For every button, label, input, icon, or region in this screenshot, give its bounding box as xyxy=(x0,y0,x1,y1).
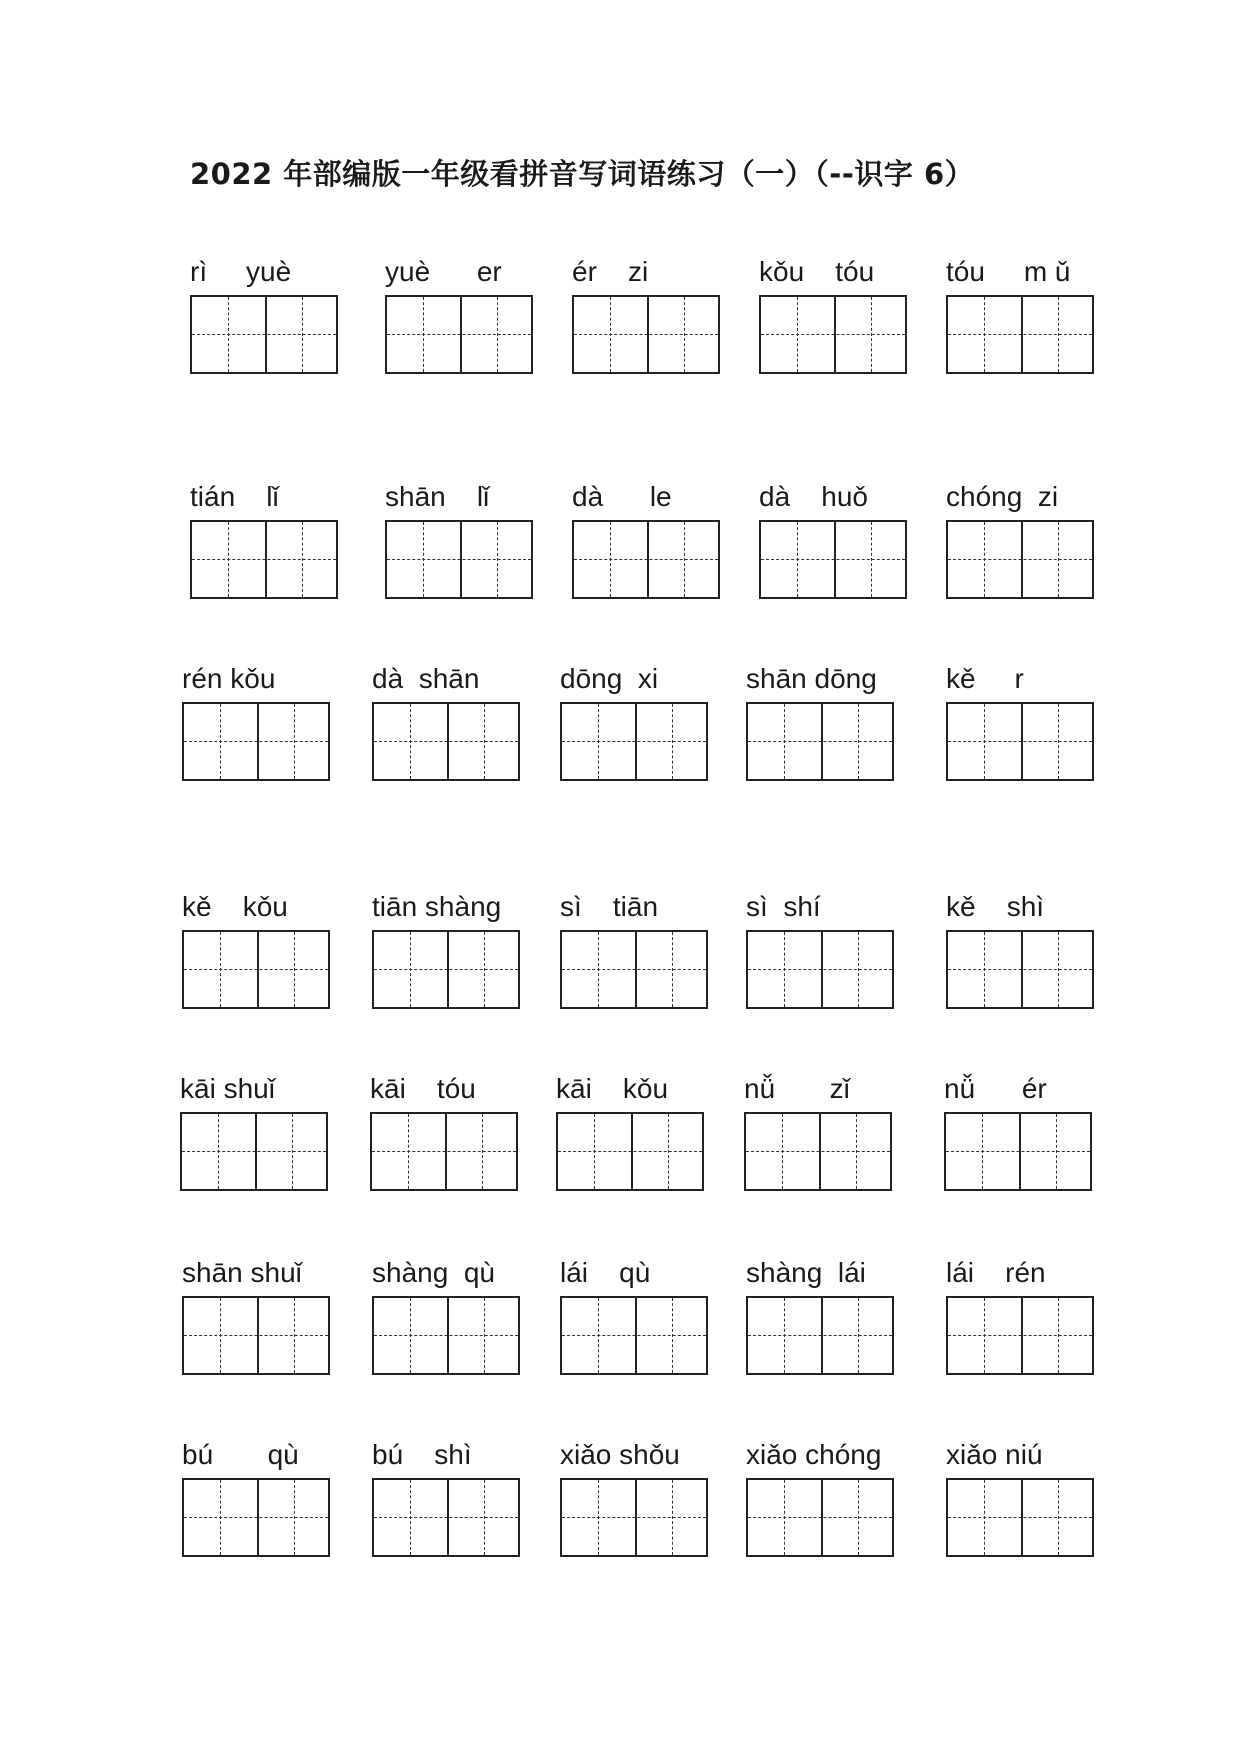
grid-guide-line xyxy=(408,1114,409,1189)
pinyin-label: tián lǐ xyxy=(190,481,279,512)
word-exercise xyxy=(190,255,340,375)
grid-guide-line xyxy=(484,704,485,779)
word-exercise xyxy=(372,662,522,782)
exercise-row xyxy=(0,662,1241,782)
grid-guide-line xyxy=(387,559,531,560)
exercise-row xyxy=(0,480,1241,600)
word-exercise xyxy=(746,1438,896,1558)
writing-grid[interactable] xyxy=(759,520,907,599)
grid-guide-line xyxy=(748,969,892,970)
pinyin-label: kě r xyxy=(946,663,1024,694)
word-exercise xyxy=(560,890,710,1010)
grid-guide-line xyxy=(858,1480,859,1555)
word-exercise xyxy=(182,1438,332,1558)
grid-guide-line xyxy=(374,1517,518,1518)
pinyin-label: chóng zi xyxy=(946,481,1059,512)
grid-guide-line xyxy=(668,1114,669,1189)
grid-guide-line xyxy=(672,704,673,779)
writing-grid[interactable] xyxy=(182,930,330,1009)
writing-grid[interactable] xyxy=(946,702,1094,781)
grid-guide-line xyxy=(871,522,872,597)
pinyin-label: sì tiān xyxy=(560,891,659,922)
word-exercise xyxy=(182,890,332,1010)
pinyin-label: shān lǐ xyxy=(385,481,490,512)
writing-grid[interactable] xyxy=(372,702,520,781)
writing-grid[interactable] xyxy=(946,520,1094,599)
writing-grid[interactable] xyxy=(385,295,533,374)
grid-guide-line xyxy=(192,559,336,560)
writing-grid[interactable] xyxy=(385,520,533,599)
writing-grid[interactable] xyxy=(946,930,1094,1009)
word-exercise xyxy=(946,1256,1096,1376)
word-exercise xyxy=(572,480,722,600)
pinyin-label: nǚ ér xyxy=(944,1073,1047,1104)
word-exercise xyxy=(385,480,535,600)
pinyin-label: tiān shàng xyxy=(372,891,502,922)
grid-guide-line xyxy=(1056,1114,1057,1189)
grid-guide-line xyxy=(684,297,685,372)
pinyin-label: kǒu tóu xyxy=(759,256,875,287)
word-exercise xyxy=(372,890,522,1010)
pinyin-label: dōng xi xyxy=(560,663,659,694)
grid-guide-line xyxy=(218,1114,219,1189)
exercise-row xyxy=(0,890,1241,1010)
grid-guide-line xyxy=(192,334,336,335)
writing-grid[interactable] xyxy=(182,1478,330,1557)
pinyin-label: ér zi xyxy=(572,256,649,287)
pinyin-label: shān dōng xyxy=(746,663,877,694)
pinyin-label: lái qù xyxy=(560,1257,651,1288)
writing-grid[interactable] xyxy=(372,1296,520,1375)
word-exercise xyxy=(572,255,722,375)
grid-guide-line xyxy=(984,704,985,779)
writing-grid[interactable] xyxy=(182,1296,330,1375)
word-exercise xyxy=(946,890,1096,1010)
word-exercise xyxy=(190,480,340,600)
pinyin-label: shān shuǐ xyxy=(182,1257,302,1288)
grid-guide-line xyxy=(784,704,785,779)
writing-grid[interactable] xyxy=(572,520,720,599)
grid-guide-line xyxy=(1058,932,1059,1007)
writing-grid[interactable] xyxy=(746,1478,894,1557)
grid-guide-line xyxy=(946,1151,1090,1152)
grid-guide-line xyxy=(858,1298,859,1373)
grid-guide-line xyxy=(228,522,229,597)
grid-guide-line xyxy=(220,1298,221,1373)
word-exercise xyxy=(746,890,896,1010)
word-exercise xyxy=(746,1256,896,1376)
pinyin-label: kě shì xyxy=(946,891,1045,922)
pinyin-label: rì yuè xyxy=(190,256,292,287)
word-exercise xyxy=(946,1438,1096,1558)
grid-guide-line xyxy=(184,1335,328,1336)
grid-guide-line xyxy=(684,522,685,597)
word-exercise xyxy=(182,1256,332,1376)
exercise-row xyxy=(0,1072,1241,1192)
grid-guide-line xyxy=(784,1298,785,1373)
grid-guide-line xyxy=(294,704,295,779)
word-exercise xyxy=(182,662,332,782)
grid-guide-line xyxy=(598,1298,599,1373)
grid-guide-line xyxy=(302,522,303,597)
writing-grid[interactable] xyxy=(946,1478,1094,1557)
grid-guide-line xyxy=(562,969,706,970)
grid-guide-line xyxy=(220,704,221,779)
grid-guide-line xyxy=(184,1517,328,1518)
grid-guide-line xyxy=(410,1480,411,1555)
pinyin-label: dà shān xyxy=(372,663,480,694)
grid-guide-line xyxy=(746,1151,890,1152)
writing-grid[interactable] xyxy=(744,1112,892,1191)
grid-guide-line xyxy=(372,1151,516,1152)
word-exercise xyxy=(944,1072,1094,1192)
writing-grid[interactable] xyxy=(746,1296,894,1375)
writing-grid[interactable] xyxy=(946,295,1094,374)
grid-guide-line xyxy=(574,559,718,560)
grid-guide-line xyxy=(797,297,798,372)
grid-guide-line xyxy=(562,1335,706,1336)
grid-guide-line xyxy=(562,741,706,742)
grid-guide-line xyxy=(948,334,1092,335)
grid-guide-line xyxy=(948,559,1092,560)
writing-grid[interactable] xyxy=(190,520,338,599)
grid-guide-line xyxy=(497,297,498,372)
grid-guide-line xyxy=(497,522,498,597)
pinyin-label: shàng qù xyxy=(372,1257,495,1288)
pinyin-label: tóu m ǔ xyxy=(946,256,1071,287)
word-exercise xyxy=(372,1438,522,1558)
grid-guide-line xyxy=(1058,297,1059,372)
grid-guide-line xyxy=(984,297,985,372)
grid-guide-line xyxy=(984,1480,985,1555)
word-exercise xyxy=(946,255,1096,375)
word-exercise xyxy=(560,1438,710,1558)
grid-guide-line xyxy=(562,1517,706,1518)
word-exercise xyxy=(744,1072,894,1192)
grid-guide-line xyxy=(184,741,328,742)
grid-guide-line xyxy=(1058,1298,1059,1373)
exercise-row xyxy=(0,1256,1241,1376)
exercise-row xyxy=(0,255,1241,375)
grid-guide-line xyxy=(761,334,905,335)
grid-guide-line xyxy=(410,932,411,1007)
grid-guide-line xyxy=(948,1335,1092,1336)
grid-guide-line xyxy=(374,1335,518,1336)
grid-guide-line xyxy=(984,522,985,597)
pinyin-label: kāi kǒu xyxy=(556,1073,669,1104)
grid-guide-line xyxy=(574,334,718,335)
writing-grid[interactable] xyxy=(560,1296,708,1375)
pinyin-label: kě kǒu xyxy=(182,891,288,922)
word-exercise xyxy=(180,1072,330,1192)
exercise-row xyxy=(0,1438,1241,1558)
grid-guide-line xyxy=(184,969,328,970)
pinyin-label: shàng lái xyxy=(746,1257,866,1288)
pinyin-label: bú qù xyxy=(182,1439,299,1470)
word-exercise xyxy=(759,255,909,375)
grid-guide-line xyxy=(558,1151,702,1152)
grid-guide-line xyxy=(292,1114,293,1189)
writing-grid[interactable] xyxy=(746,930,894,1009)
grid-guide-line xyxy=(220,932,221,1007)
word-exercise xyxy=(560,662,710,782)
word-exercise xyxy=(946,480,1096,600)
word-exercise xyxy=(556,1072,706,1192)
grid-guide-line xyxy=(858,704,859,779)
pinyin-label: xiǎo chóng xyxy=(746,1439,882,1470)
writing-grid[interactable] xyxy=(370,1112,518,1191)
writing-grid[interactable] xyxy=(372,930,520,1009)
grid-guide-line xyxy=(748,741,892,742)
grid-guide-line xyxy=(948,1517,1092,1518)
grid-guide-line xyxy=(1058,1480,1059,1555)
grid-guide-line xyxy=(423,297,424,372)
grid-guide-line xyxy=(610,297,611,372)
grid-guide-line xyxy=(858,932,859,1007)
grid-guide-line xyxy=(948,741,1092,742)
grid-guide-line xyxy=(374,741,518,742)
grid-guide-line xyxy=(784,932,785,1007)
writing-grid[interactable] xyxy=(560,702,708,781)
grid-guide-line xyxy=(672,1480,673,1555)
grid-guide-line xyxy=(484,932,485,1007)
writing-grid[interactable] xyxy=(944,1112,1092,1191)
writing-grid[interactable] xyxy=(572,295,720,374)
grid-guide-line xyxy=(228,297,229,372)
pinyin-label: nǚ zǐ xyxy=(744,1073,850,1104)
grid-guide-line xyxy=(871,297,872,372)
grid-guide-line xyxy=(784,1480,785,1555)
grid-guide-line xyxy=(748,1335,892,1336)
word-exercise xyxy=(372,1256,522,1376)
grid-guide-line xyxy=(302,297,303,372)
pinyin-label: kāi shuǐ xyxy=(180,1073,275,1104)
grid-guide-line xyxy=(984,932,985,1007)
pinyin-label: dà le xyxy=(572,481,672,512)
writing-grid[interactable] xyxy=(556,1112,704,1191)
word-exercise xyxy=(946,662,1096,782)
grid-guide-line xyxy=(984,1298,985,1373)
grid-guide-line xyxy=(672,1298,673,1373)
grid-guide-line xyxy=(598,932,599,1007)
grid-guide-line xyxy=(797,522,798,597)
writing-grid[interactable] xyxy=(190,295,338,374)
grid-guide-line xyxy=(598,704,599,779)
grid-guide-line xyxy=(598,1480,599,1555)
grid-guide-line xyxy=(294,1298,295,1373)
grid-guide-line xyxy=(748,1517,892,1518)
pinyin-label: rén kǒu xyxy=(182,663,276,694)
grid-guide-line xyxy=(294,932,295,1007)
grid-guide-line xyxy=(782,1114,783,1189)
grid-guide-line xyxy=(374,969,518,970)
writing-grid[interactable] xyxy=(180,1112,328,1191)
pinyin-label: yuè er xyxy=(385,256,502,287)
grid-guide-line xyxy=(948,969,1092,970)
writing-grid[interactable] xyxy=(182,702,330,781)
grid-guide-line xyxy=(220,1480,221,1555)
writing-grid[interactable] xyxy=(560,930,708,1009)
writing-grid[interactable] xyxy=(759,295,907,374)
grid-guide-line xyxy=(1058,522,1059,597)
writing-grid[interactable] xyxy=(372,1478,520,1557)
word-exercise xyxy=(385,255,535,375)
writing-grid[interactable] xyxy=(560,1478,708,1557)
pinyin-label: dà huǒ xyxy=(759,481,868,512)
grid-guide-line xyxy=(856,1114,857,1189)
grid-guide-line xyxy=(1058,704,1059,779)
page-title: 2022 年部编版一年级看拼音写词语练习（一）（--识字 6） xyxy=(190,157,975,191)
writing-grid[interactable] xyxy=(946,1296,1094,1375)
grid-guide-line xyxy=(387,334,531,335)
grid-guide-line xyxy=(594,1114,595,1189)
grid-guide-line xyxy=(672,932,673,1007)
grid-guide-line xyxy=(482,1114,483,1189)
grid-guide-line xyxy=(423,522,424,597)
word-exercise xyxy=(759,480,909,600)
grid-guide-line xyxy=(484,1480,485,1555)
grid-guide-line xyxy=(410,1298,411,1373)
grid-guide-line xyxy=(610,522,611,597)
pinyin-label: sì shí xyxy=(746,891,821,922)
grid-guide-line xyxy=(294,1480,295,1555)
word-exercise xyxy=(370,1072,520,1192)
pinyin-label: xiǎo shǒu xyxy=(560,1439,680,1470)
pinyin-label: bú shì xyxy=(372,1439,472,1470)
grid-guide-line xyxy=(982,1114,983,1189)
grid-guide-line xyxy=(182,1151,326,1152)
pinyin-label: kāi tóu xyxy=(370,1073,476,1104)
word-exercise xyxy=(560,1256,710,1376)
pinyin-label: xiǎo niú xyxy=(946,1439,1043,1470)
word-exercise xyxy=(746,662,896,782)
pinyin-label: lái rén xyxy=(946,1257,1046,1288)
grid-guide-line xyxy=(484,1298,485,1373)
writing-grid[interactable] xyxy=(746,702,894,781)
grid-guide-line xyxy=(761,559,905,560)
grid-guide-line xyxy=(410,704,411,779)
